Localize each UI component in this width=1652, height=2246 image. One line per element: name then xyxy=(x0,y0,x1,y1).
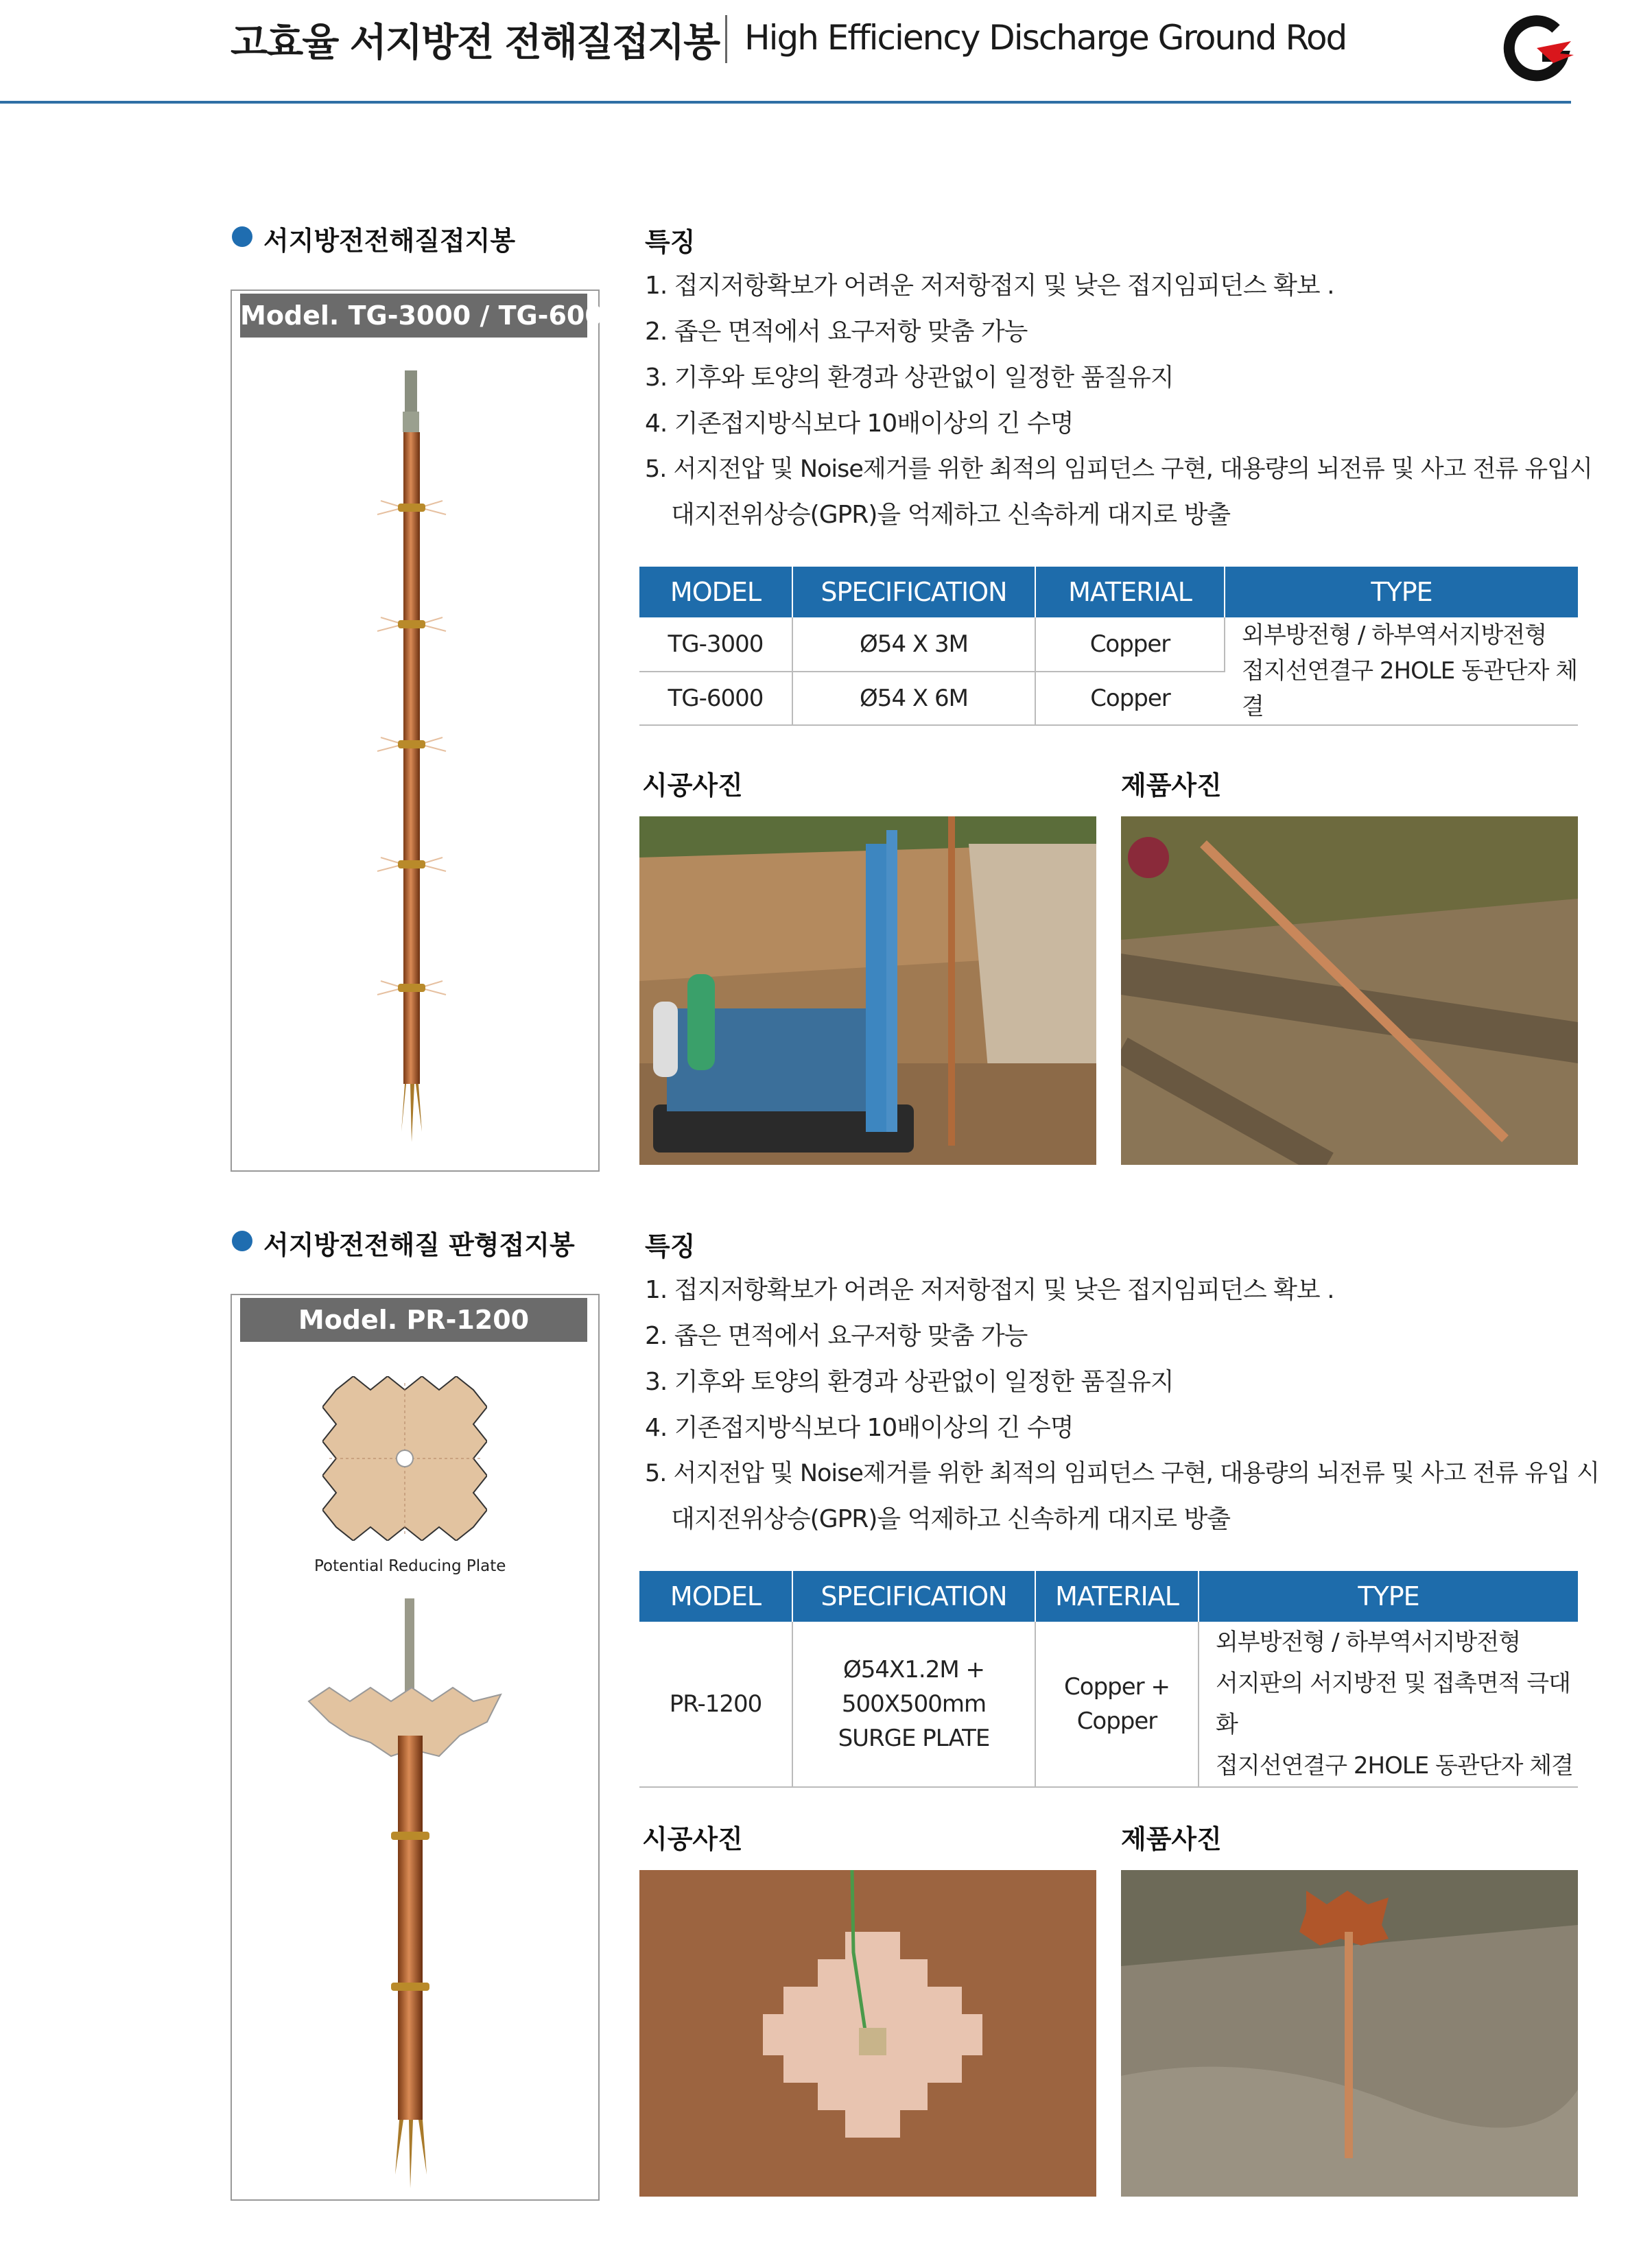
section1-title: 서지방전전해질접지봉 xyxy=(263,226,516,256)
section1-feature-5-cont: 대지전위상승(GPR)을 억제하고 신속하게 대지로 방출 xyxy=(671,501,1231,529)
spec-line: 500X500mm xyxy=(841,1690,987,1718)
plate-ground-rod-illustration xyxy=(302,1598,508,2195)
section-bullet-icon xyxy=(232,226,252,247)
section2-feature-2: 2. 좁은 면적에서 요구저항 맞춤 가능 xyxy=(645,1322,1028,1350)
type-line: 접지선연결구 2HOLE 동관단자 체결 xyxy=(1242,657,1578,720)
type-line: 외부방전형 / 하부역서지방전형 xyxy=(1216,1629,1521,1656)
section1-product-photo-label: 제품사진 xyxy=(1121,770,1222,801)
header-rule xyxy=(0,101,1571,104)
col-material: MATERIAL xyxy=(1035,1571,1199,1622)
section2-feature-4: 4. 기존접지방식보다 10배이상의 긴 수명 xyxy=(645,1414,1074,1442)
material-line: Copper xyxy=(1076,1707,1157,1735)
section2-title: 서지방전전해질 판형접지봉 xyxy=(263,1230,575,1260)
section-bullet-icon xyxy=(232,1231,252,1251)
col-type: TYPE xyxy=(1225,567,1578,617)
cell-spec xyxy=(792,1622,1035,1787)
section2-features-title: 특징 xyxy=(645,1231,696,1262)
col-material: MATERIAL xyxy=(1035,567,1225,617)
page-title-korean: 고효율 서지방전 전해질접지봉 xyxy=(231,21,720,65)
cell-model: TG-6000 xyxy=(639,672,792,726)
section1-model-label: Model. TG-3000 / TG-6000 xyxy=(240,294,587,338)
company-logo-icon xyxy=(1502,14,1578,89)
section1-feature-5: 5. 서지전압 및 Noise제거를 위한 최적의 임피던스 구현, 대용량의 뇌전류 및 사고 전류 유입시 xyxy=(645,456,1592,483)
section2-install-photo xyxy=(639,1870,1096,2197)
cell-model: PR-1200 xyxy=(639,1622,792,1787)
cell-material xyxy=(1035,1622,1199,1787)
section1-install-photo-label: 시공사진 xyxy=(642,770,743,801)
section1-feature-4: 4. 기존접지방식보다 10배이상의 긴 수명 xyxy=(645,410,1074,438)
col-model: MODEL xyxy=(639,1571,792,1622)
section2-spec-table xyxy=(639,1571,1578,1788)
section1-spec-table xyxy=(639,567,1578,726)
cell-material: Copper xyxy=(1035,617,1225,672)
section1-feature-2: 2. 좁은 면적에서 요구저항 맞춤 가능 xyxy=(645,318,1028,346)
section2-feature-3: 3. 기후와 토양의 환경과 상관없이 일정한 품질유지 xyxy=(645,1368,1174,1396)
table-row xyxy=(639,617,1578,672)
ground-rod-illustration xyxy=(370,370,453,1146)
cell-type xyxy=(1199,1622,1578,1787)
col-specification: SPECIFICATION xyxy=(792,567,1035,617)
section2-product-photo xyxy=(1121,1870,1578,2197)
section2-model-label: Model. PR-1200 xyxy=(240,1298,587,1342)
cell-type xyxy=(1225,617,1578,725)
cell-material: Copper xyxy=(1035,672,1225,726)
title-divider xyxy=(725,15,727,63)
section1-features-title: 특징 xyxy=(645,227,696,257)
section1-feature-1: 1. 접지저항확보가 어려운 저저항접지 및 낮은 접지임피던스 확보 . xyxy=(645,272,1334,300)
section1-install-photo xyxy=(639,816,1096,1165)
section2-feature-1: 1. 접지저항확보가 어려운 저저항접지 및 낮은 접지임피던스 확보 . xyxy=(645,1276,1334,1304)
section1-product-photo xyxy=(1121,816,1578,1165)
col-type: TYPE xyxy=(1199,1571,1578,1622)
section1-feature-3: 3. 기후와 토양의 환경과 상관없이 일정한 품질유지 xyxy=(645,364,1174,392)
section2-product-photo-label: 제품사진 xyxy=(1121,1824,1222,1854)
cell-model: TG-3000 xyxy=(639,617,792,672)
material-line: Copper + xyxy=(1064,1673,1170,1701)
page-title-english: High Efficiency Discharge Ground Rod xyxy=(744,18,1347,58)
surge-plate-illustration xyxy=(322,1376,487,1541)
type-line: 서지판의 서지방전 및 접촉면적 극대화 xyxy=(1216,1670,1570,1738)
type-line: 접지선연결구 2HOLE 동관단자 체결 xyxy=(1216,1752,1573,1780)
spec-line: SURGE PLATE xyxy=(838,1725,990,1752)
col-specification: SPECIFICATION xyxy=(792,1571,1035,1622)
col-model: MODEL xyxy=(639,567,792,617)
section2-feature-5: 5. 서지전압 및 Noise제거를 위한 최적의 임피던스 구현, 대용량의 뇌전류 및 사고 전류 유입 시 xyxy=(645,1460,1599,1487)
plate-caption: Potential Reducing Plate xyxy=(314,1557,506,1575)
table-row xyxy=(639,1622,1578,1787)
cell-spec: Ø54 X 3M xyxy=(792,617,1035,672)
spec-line: Ø54X1.2M + xyxy=(842,1656,985,1683)
section2-install-photo-label: 시공사진 xyxy=(642,1824,743,1854)
cell-spec: Ø54 X 6M xyxy=(792,672,1035,726)
type-line: 외부방전형 / 하부역서지방전형 xyxy=(1242,622,1547,649)
section2-feature-5-cont: 대지전위상승(GPR)을 억제하고 신속하게 대지로 방출 xyxy=(671,1505,1231,1533)
